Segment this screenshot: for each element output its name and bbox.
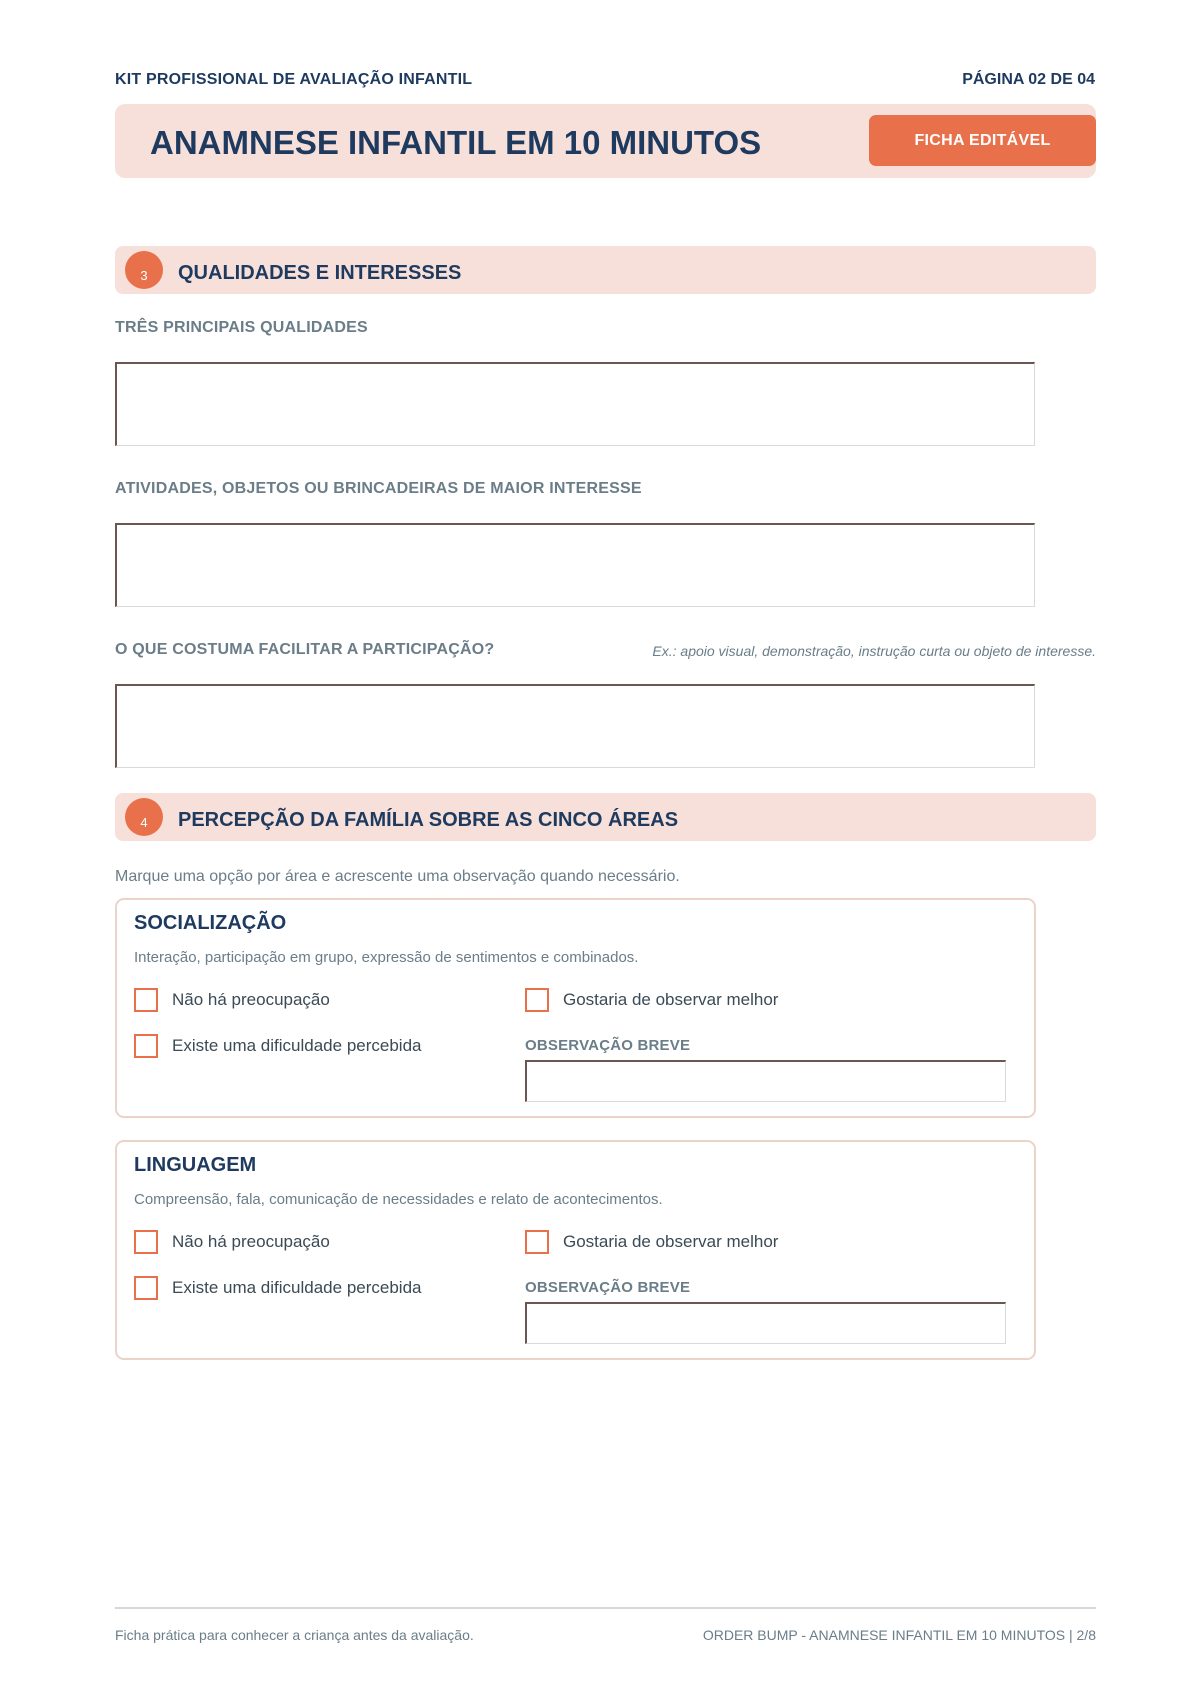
section-number-badge: 3 (125, 251, 163, 289)
observation-label: OBSERVAÇÃO BREVE (525, 1037, 691, 1054)
title-banner (115, 104, 1096, 178)
checkbox[interactable] (134, 1276, 158, 1300)
participation-textarea[interactable] (115, 684, 1035, 768)
document-title: ANAMNESE INFANTIL EM 10 MINUTOS (150, 124, 762, 161)
kit-title: KIT PROFISSIONAL DE AVALIAÇÃO INFANTIL (115, 71, 473, 88)
checkbox[interactable] (134, 988, 158, 1012)
area-title: SOCIALIZAÇÃO (134, 912, 287, 934)
option-label: Existe uma dificuldade percebida (172, 1278, 422, 1297)
option-no-concern[interactable] (134, 988, 330, 1012)
field-label-participation: O QUE COSTUMA FACILITAR A PARTICIPAÇÃO? (115, 641, 495, 658)
footer-page-info: ORDER BUMP - ANAMNESE INFANTIL EM 10 MINUTOS | 2/8 (702, 1627, 1096, 1643)
section-header-qualities (115, 246, 1096, 294)
option-observe-better[interactable] (525, 1230, 778, 1254)
area-card-linguagem (115, 1140, 1036, 1360)
area-card-socializacao (115, 898, 1036, 1118)
area-description: Compreensão, fala, comunicação de necessidades e relato de acontecimentos. (134, 1191, 663, 1208)
area-title: LINGUAGEM (134, 1154, 257, 1176)
field-label-interests: ATIVIDADES, OBJETOS OU BRINCADEIRAS DE MAIOR INTERESSE (115, 480, 642, 497)
option-label: Não há preocupação (172, 1232, 330, 1251)
field-label-qualities: TRÊS PRINCIPAIS QUALIDADES (115, 319, 368, 336)
option-label: Gostaria de observar melhor (563, 990, 779, 1009)
section-number-badge: 4 (125, 798, 163, 836)
section-title: QUALIDADES E INTERESSES (178, 262, 462, 284)
option-label: Gostaria de observar melhor (563, 1232, 779, 1251)
observation-input[interactable] (525, 1060, 1006, 1102)
field-hint-participation: Ex.: apoio visual, demonstração, instrução curta ou objeto de interesse. (652, 643, 1096, 659)
section-title: PERCEPÇÃO DA FAMÍLIA SOBRE AS CINCO ÁREAS (178, 809, 679, 831)
checkbox[interactable] (134, 1230, 158, 1254)
page-indicator: PÁGINA 02 DE 04 (962, 71, 1095, 88)
section-instructions: Marque uma opção por área e acrescente uma observação quando necessário. (115, 868, 680, 885)
checkbox[interactable] (525, 1230, 549, 1254)
option-no-concern[interactable] (134, 1230, 330, 1254)
checkbox[interactable] (134, 1034, 158, 1058)
footer-note: Ficha prática para conhecer a criança antes da avaliação. (115, 1627, 474, 1643)
observation-input[interactable] (525, 1302, 1006, 1344)
interests-textarea[interactable] (115, 523, 1035, 607)
editable-form-badge: FICHA EDITÁVEL (869, 115, 1096, 166)
option-perceived-difficulty[interactable] (134, 1034, 421, 1058)
observation-label: OBSERVAÇÃO BREVE (525, 1279, 691, 1296)
area-description: Interação, participação em grupo, expressão de sentimentos e combinados. (134, 949, 639, 966)
qualities-textarea[interactable] (115, 362, 1035, 446)
section-header-family-perception (115, 793, 1096, 841)
footer-divider (115, 1607, 1096, 1609)
checkbox[interactable] (525, 988, 549, 1012)
option-observe-better[interactable] (525, 988, 778, 1012)
option-label: Não há preocupação (172, 990, 330, 1009)
option-perceived-difficulty[interactable] (134, 1276, 421, 1300)
option-label: Existe uma dificuldade percebida (172, 1036, 422, 1055)
